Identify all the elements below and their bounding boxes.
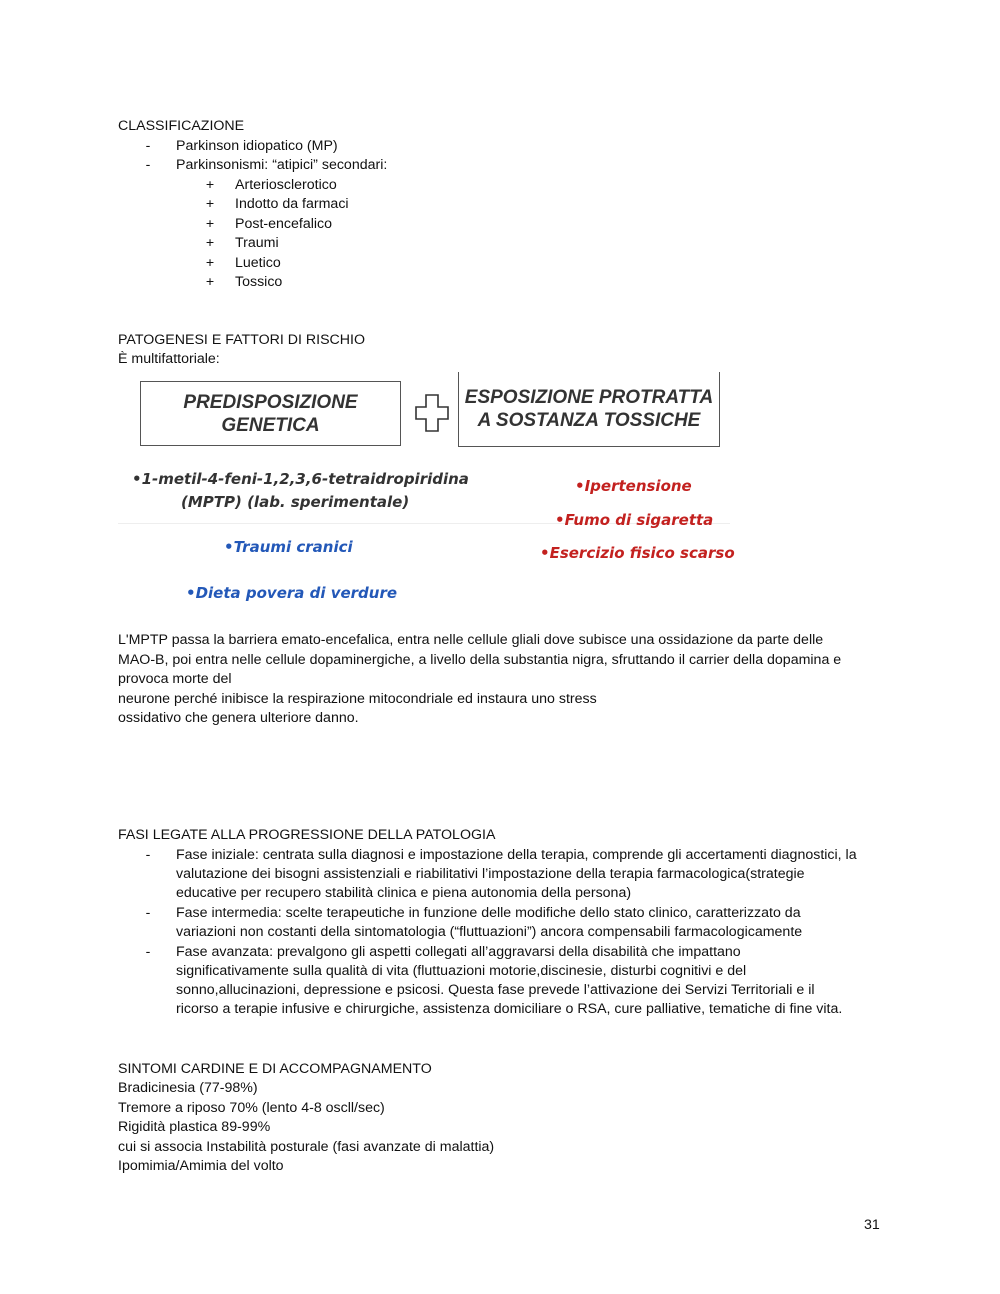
list-marker: - (145, 847, 151, 863)
list-item-line: Fase intermedia: scelte terapeutiche in funzione delle modifiche dello stato clinico, caratterizzato da (176, 905, 801, 921)
list-item (176, 846, 891, 903)
risk-factor-fumo: •Fumo di sigaretta (555, 511, 714, 529)
section-heading-classificazione: CLASSIFICAZIONE (118, 118, 245, 134)
symptom-line: Ipomimia/Amimia del volto (118, 1158, 284, 1174)
sublist-item: Luetico (235, 255, 281, 271)
list-item (176, 904, 891, 942)
sublist-item: Arteriosclerotico (235, 177, 337, 193)
sublist-item: Post-encefalico (235, 216, 332, 232)
list-item-line: Fase avanzata: prevalgono gli aspetti collegati all’aggravarsi della disabilità che impattano (176, 944, 741, 960)
box-label: ESPOSIZIONE PROTRATTA (464, 387, 714, 408)
sintomi-list (118, 1079, 888, 1177)
patogenesi-intro: È multifattoriale: (118, 351, 220, 367)
list-item: Parkinsonismi: “atipici” secondari: (176, 157, 388, 173)
box-label: GENETICA (221, 414, 320, 436)
list-item-line: ricorso a terapie infusive e chirurgiche, assistenza domiciliare o RSA, cure palliative, tematiche di fine vita. (176, 1001, 843, 1017)
sublist-item: Tossico (235, 274, 283, 290)
mptp-paragraph (118, 631, 888, 729)
risk-factor-esercizio: •Esercizio fisico scarso (540, 544, 735, 562)
sublist-item: Traumi (235, 235, 279, 251)
paragraph-line: MAO-B, poi entra nelle cellule dopaminergiche, a livello della substantia nigra, sfruttando il carrier della dopamina e (118, 651, 842, 668)
box-label: PREDISPOSIZIONE (183, 391, 358, 413)
sublist-marker: + (205, 274, 215, 290)
paragraph-line: provoca morte del (118, 671, 232, 687)
page-number: 31 (864, 1217, 880, 1233)
sublist-marker: + (205, 216, 215, 232)
list-marker: - (145, 138, 151, 154)
risk-factor-traumi: •Traumi cranici (224, 538, 353, 556)
genetic-predisposition-box (140, 381, 401, 446)
list-item-line: variazioni non costanti della sintomatologia (“fluttuazioni”) ancora compensabili farmacologicamente (176, 924, 803, 940)
risk-factor-mptp: •1-metil-4-feni-1,2,3,6-tetraidropiridina (132, 470, 469, 488)
risk-factors-figure (118, 372, 735, 612)
paragraph-line: ossidativo che genera ulteriore danno. (118, 710, 359, 726)
sublist-marker: + (205, 235, 215, 251)
symptom-line: Rigidità plastica 89-99% (118, 1119, 271, 1135)
risk-factor-dieta: •Dieta povera di verdure (186, 584, 398, 602)
risk-factor-ipertensione: •Ipertensione (575, 477, 692, 495)
list-item (176, 943, 891, 1019)
symptom-line: Tremore a riposo 70% (lento 4-8 oscll/sec) (118, 1099, 385, 1116)
risk-factor-mptp-note: (MPTP) (lab. sperimentale) (181, 493, 410, 511)
section-heading-fasi: FASI LEGATE ALLA PROGRESSIONE DELLA PATOLOGIA (118, 827, 496, 843)
section-heading-patogenesi: PATOGENESI E FATTORI DI RISCHIO (118, 332, 366, 348)
symptom-line: cui si associa Instabilità posturale (fasi avanzate di malattia) (118, 1138, 495, 1155)
list-item-line: educative per recupero stabilità clinica e piena autonomia della persona) (176, 885, 632, 901)
list-item-line: significativamente sulla qualità di vita (fluttuazioni motorie,discinesie, disturbi cognitivi e del (176, 963, 747, 979)
plus-icon (414, 393, 450, 433)
sublist-item: Indotto da farmaci (235, 196, 349, 212)
box-label: A SOSTANZA TOSSICHE (477, 410, 701, 431)
sublist-marker: + (205, 255, 215, 271)
list-item: Parkinson idiopatico (MP) (176, 138, 338, 154)
list-marker: - (145, 944, 151, 960)
toxic-exposure-box (458, 372, 720, 447)
list-item-line: Fase iniziale: centrata sulla diagnosi e impostazione della terapia, comprende gli accertamenti diagnostici, la (176, 847, 857, 863)
list-marker: - (145, 905, 151, 921)
sublist-marker: + (205, 196, 215, 212)
section-heading-sintomi: SINTOMI CARDINE E DI ACCOMPAGNAMENTO (118, 1061, 432, 1077)
list-item-line: valutazione dei bisogni assistenziali e riabilitativi l’impostazione della terapia farmacologica(strategie (176, 866, 805, 882)
sublist-marker: + (205, 177, 215, 193)
paragraph-line: neurone perché inibisce la respirazione mitocondriale ed instaura uno stress (118, 690, 597, 707)
list-item-line: sonno,allucinazioni, depressione e psicosi. Questa fase prevede l’attivazione dei Servizi Territoriali e il (176, 982, 815, 998)
list-marker: - (145, 157, 151, 173)
paragraph-line: L'MPTP passa la barriera emato-encefalica, entra nelle cellule gliali dove subisce una ossidazione da parte delle (118, 632, 824, 648)
symptom-line: Bradicinesia (77-98%) (118, 1080, 258, 1096)
